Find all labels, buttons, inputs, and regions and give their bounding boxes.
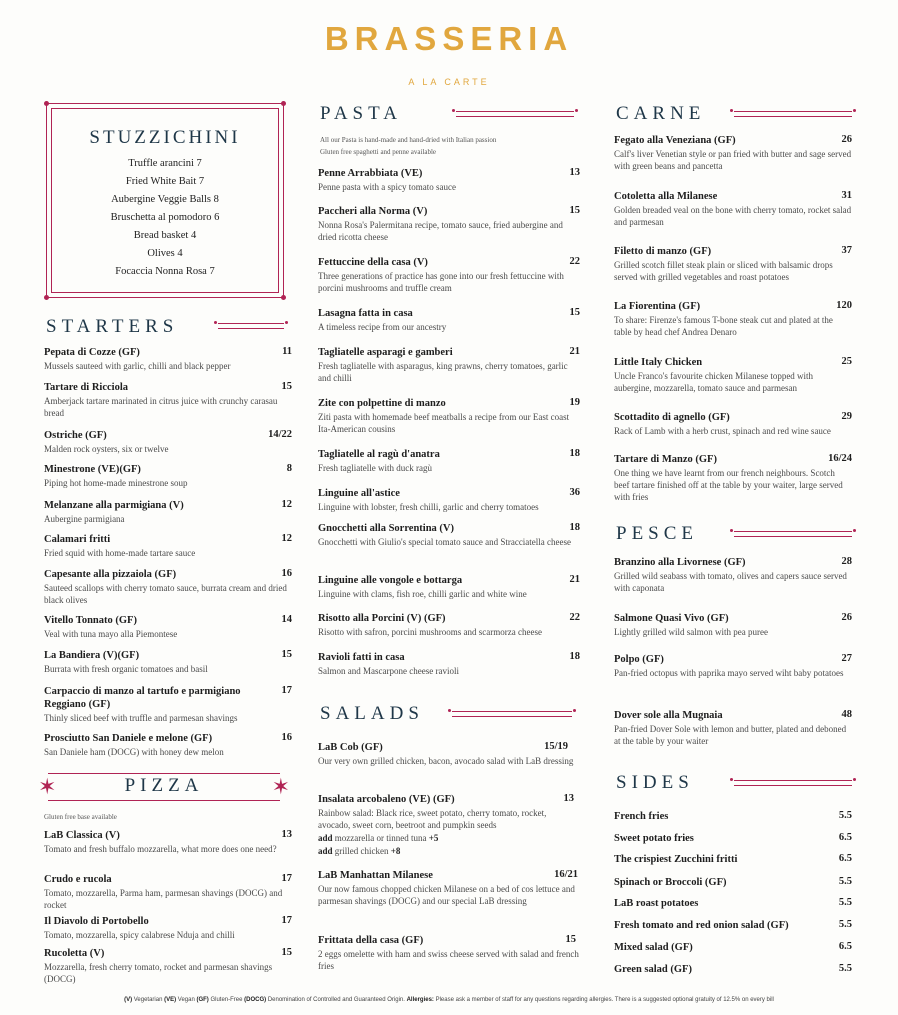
item-description: Malden rock oysters, six or twelve: [44, 444, 169, 454]
item-addon: add mozzarella or tinned tuna +5: [318, 833, 439, 843]
item-name: Dover sole alla Mugnaia: [614, 710, 723, 721]
item-price: 18: [569, 651, 580, 662]
item-name: Paccheri alla Norma (V): [318, 206, 428, 217]
side-item: [614, 941, 852, 954]
item-description: Penne pasta with a spicy tomato sauce: [318, 182, 456, 192]
item-description: Three generations of practice has gone into our fresh fettuccine with porcini mushrooms and truffle cream: [318, 271, 564, 293]
menu-item: [318, 448, 580, 474]
menu-item: [44, 346, 292, 372]
side-item: [614, 919, 852, 932]
item-name: Tartare di Manzo (GF): [614, 454, 717, 465]
stuzzichini-title: STUZZICHINI: [89, 127, 241, 148]
item-description: Piping hot home-made minestrone soup: [44, 478, 188, 488]
item-description: Golden breaded veal on the bone with cherry tomato, rocket salad and parmesan: [614, 205, 852, 227]
item-name: Lasagna fatta in casa: [318, 308, 413, 319]
item-price: 5.5: [838, 897, 852, 908]
starters-heading: STARTERS: [46, 316, 179, 337]
menu-item: [44, 915, 292, 941]
item-description: Uncle Franco's favourite chicken Milanese topped with aubergine, mozzarella, tomato sauce and parmesan: [614, 371, 814, 393]
item-description: Fresh tagliatelle with duck ragù: [318, 463, 432, 473]
sides-heading: SIDES: [616, 772, 694, 793]
item-name: Prosciutto San Daniele e melone (GF): [44, 733, 213, 744]
item-price: 8: [286, 463, 292, 474]
item-price: 15: [565, 934, 576, 945]
item-price: 17: [281, 915, 292, 926]
item-name: La Fiorentina (GF): [614, 301, 701, 312]
side-item: [614, 853, 852, 866]
item-price: 26: [841, 134, 852, 145]
item-price: 6.5: [838, 832, 852, 843]
menu-item: [318, 397, 580, 435]
item-description: Mussels sauteed with garlic, chilli and black pepper: [44, 361, 231, 371]
item-description: Calf's liver Venetian style or pan fried with butter and sage served with green beans and pancetta: [614, 149, 852, 171]
item-name: LaB Manhattan Milanese: [318, 870, 433, 881]
item-name: French fries: [614, 811, 669, 822]
menu-item: [318, 651, 580, 677]
item-description: Grilled wild seabass with tomato, olives and capers sauce served with caponata: [614, 571, 847, 593]
salads-rule: [452, 711, 572, 717]
menu-item: [44, 873, 292, 911]
pesce-rule: [734, 531, 852, 537]
item-name: Mixed salad (GF): [614, 942, 693, 953]
item-description: A timeless recipe from our ancestry: [318, 322, 447, 332]
side-item: [614, 810, 852, 823]
item-name: Zite con polpettine di manzo: [318, 398, 446, 409]
menu-item: [318, 612, 580, 638]
menu-item: [318, 793, 580, 857]
menu-item: [614, 300, 852, 338]
stuzzichini-list: [47, 155, 283, 281]
item-price: 15: [281, 381, 292, 392]
item-name: LaB Classica (V): [44, 830, 120, 841]
item-name: Scottadito di agnello (GF): [614, 412, 730, 423]
item-name: Tagliatelle al ragù d'anatra: [318, 449, 440, 460]
footer-legend: (V) Vegetarian (VE) Vegan (GF) Gluten-Free (DOCG) Denomination of Controlled and Guaranteed Origin. Allergies: Please ask a member of staff for any questions regarding allergies. There is a suggested optional gratuity of 12.5% on every bill: [124, 997, 774, 1003]
item-price: 15: [281, 947, 292, 958]
item-name: Salmone Quasi Vivo (GF): [614, 613, 729, 624]
item-name: Crudo e rucola: [44, 874, 112, 885]
item-price: 37: [841, 245, 852, 256]
menu-item: [318, 167, 580, 193]
item-price: 27: [841, 653, 852, 664]
menu-item: [318, 934, 580, 972]
item-price: 17: [281, 873, 292, 884]
side-item: [614, 832, 852, 845]
item-description: Pan-fried Dover Sole with lemon and butter, plated and deboned at the table by your waiter: [614, 724, 847, 746]
menu-item: [44, 568, 292, 606]
item-description: Tomato, mozzarella, spicy calabrese Nduja and chilli: [44, 930, 235, 940]
item-name: Green salad (GF): [614, 964, 692, 975]
item-price: 31: [841, 190, 852, 201]
item-price: 26: [841, 612, 852, 623]
item-description: Salmon and Mascarpone cheese ravioli: [318, 666, 459, 676]
item-description: Tomato, mozzarella, Parma ham, parmesan shavings (DOCG) and rocket: [44, 888, 283, 910]
item-description: Thinly sliced beef with truffle and parmesan shavings: [44, 713, 238, 723]
stuzzichini-item: Bruschetta al pomodoro 6: [110, 212, 220, 223]
sides-rule: [734, 780, 852, 786]
item-description: Aubergine parmigiana: [44, 514, 125, 524]
item-name: Ostriche (GF): [44, 430, 107, 441]
item-description: Tomato and fresh buffalo mozzarella, what more does one need?: [44, 844, 277, 854]
item-name: Fresh tomato and red onion salad (GF): [614, 920, 789, 931]
item-price: 16/21: [554, 869, 578, 880]
stuzzichini-item: Focaccia Nonna Rosa 7: [115, 266, 215, 277]
item-name: Spinach or Broccoli (GF): [614, 877, 727, 888]
item-description: 2 eggs omelette with ham and swiss cheese served with salad and french fries: [318, 949, 579, 971]
menu-subtitle: A LA CARTE: [408, 77, 490, 87]
item-description: Veal with tuna mayo alla Piemontese: [44, 629, 178, 639]
menu-item: [318, 522, 580, 548]
item-name: Sweet potato fries: [614, 833, 694, 844]
menu-item: [44, 429, 292, 455]
item-description: Amberjack tartare marinated in citrus juice with crunchy carasau bread: [44, 396, 278, 418]
item-name: LaB roast potatoes: [614, 898, 699, 909]
item-price: 6.5: [838, 853, 852, 864]
menu-item: [44, 947, 292, 985]
item-description: To share: Firenze's famous T-bone steak cut and plated at the table by head chef Andrea Denaro: [614, 315, 833, 337]
item-price: 13: [281, 829, 292, 840]
pasta-heading: PASTA: [320, 103, 402, 124]
menu-item: [614, 453, 852, 503]
item-description: Linguine with clams, fish roe, chilli garlic and white wine: [318, 589, 527, 599]
carne-heading: CARNE: [616, 103, 706, 124]
menu-item: [44, 614, 292, 640]
menu-item: [614, 709, 852, 747]
item-price: 19: [569, 397, 580, 408]
item-price: 15: [569, 307, 580, 318]
item-price: 5.5: [838, 963, 852, 974]
item-price: 48: [841, 709, 852, 720]
pizza-heading: PIZZA: [124, 775, 204, 796]
item-price: 12: [281, 499, 292, 510]
item-description: Our now famous chopped chicken Milanese on a bed of cos lettuce and parmesan shavings (DOCG) and our special LaB dressing: [318, 884, 575, 906]
item-name: Little Italy Chicken: [614, 357, 703, 368]
item-price: 16/24: [828, 453, 852, 464]
menu-item: [614, 612, 852, 638]
item-price: 29: [841, 411, 852, 422]
pizza-note: Gluten free base available: [44, 813, 117, 821]
item-price: 6.5: [838, 941, 852, 952]
menu-item: [318, 346, 580, 384]
item-price: 5.5: [838, 919, 852, 930]
menu-item: [44, 649, 292, 675]
item-description: Burrata with fresh organic tomatoes and basil: [44, 664, 208, 674]
menu-item: [44, 685, 292, 724]
menu-item: [614, 556, 852, 594]
item-name: Rucoletta (V): [44, 948, 105, 959]
item-price: 16: [281, 732, 292, 743]
sunburst-ornament-icon: ✶: [38, 774, 57, 799]
item-name: Pepata di Cozze (GF): [44, 347, 140, 358]
item-description: Sauteed scallops with cherry tomato sauce, burrata cream and dried black olives: [44, 583, 287, 605]
side-item: [614, 963, 852, 976]
item-price: 13: [569, 167, 580, 178]
starters-rule: [218, 323, 284, 329]
item-name: Fettuccine della casa (V): [318, 257, 428, 268]
item-description: Rack of Lamb with a herb crust, spinach and red wine sauce: [614, 426, 831, 436]
item-price: 18: [569, 522, 580, 533]
item-price: 22: [569, 612, 580, 623]
pizza-banner: [38, 770, 290, 804]
item-description: Nonna Rosa's Palermitana recipe, tomato sauce, fried aubergine and dried ricotta cheese: [318, 220, 563, 242]
item-name: Vitello Tonnato (GF): [44, 615, 137, 626]
menu-item: [44, 499, 292, 525]
item-price: 15: [569, 205, 580, 216]
item-description: Fried squid with home-made tartare sauce: [44, 548, 196, 558]
carne-rule: [734, 111, 852, 117]
pasta-note: All our Pasta is hand-made and hand-dried with Italian passion: [320, 136, 497, 144]
item-price: 15/19: [544, 741, 568, 752]
item-name: Minestrone (VE)(GF): [44, 464, 141, 475]
menu-item: [318, 256, 580, 294]
pasta-rule: [456, 111, 574, 117]
item-name: Frittata della casa (GF): [318, 935, 424, 946]
pesce-heading: PESCE: [616, 523, 699, 544]
item-price: 5.5: [838, 810, 852, 821]
item-name: Gnocchetti alla Sorrentina (V): [318, 523, 454, 534]
item-name: Filetto di manzo (GF): [614, 246, 712, 257]
menu-item: [318, 205, 580, 243]
brand-title: BRASSERIA: [324, 20, 574, 57]
item-description: Grilled scotch fillet steak plain or sliced with balsamic drops served with grilled vegetables and roast potatoes: [614, 260, 833, 282]
item-price: 14/22: [268, 429, 292, 440]
item-description: Our very own grilled chicken, bacon, avocado salad with LaB dressing: [318, 756, 574, 766]
menu-item: [44, 829, 292, 855]
item-description: Pan-fried octopus with paprika mayo served wiht baby potatoes: [614, 668, 844, 678]
item-name: LaB Cob (GF): [318, 742, 383, 753]
menu-item: [44, 533, 292, 559]
item-name: Tartare di Ricciola: [44, 382, 128, 393]
side-item: [614, 897, 852, 910]
item-price: 15: [281, 649, 292, 660]
menu-item: [44, 463, 292, 489]
item-name: Carpaccio di manzo al tartufo e parmigiano Reggiano (GF): [44, 686, 241, 710]
stuzzichini-item: Bread basket 4: [133, 230, 197, 241]
item-description: Risotto with safron, porcini mushrooms and scarmorza cheese: [318, 627, 542, 637]
item-price: 11: [282, 346, 292, 357]
menu-item: [318, 307, 580, 333]
item-description: Gnocchetti with Giulio's special tomato sauce and Stracciatella cheese: [318, 537, 572, 547]
item-price: 18: [569, 448, 580, 459]
item-price: 36: [569, 487, 580, 498]
item-name: Ravioli fatti in casa: [318, 652, 405, 663]
stuzzichini-item: Olives 4: [147, 248, 183, 259]
item-price: 21: [569, 574, 580, 585]
item-description: Mozzarella, fresh cherry tomato, rocket and parmesan shavings (DOCG): [44, 962, 273, 984]
item-price: 120: [836, 300, 852, 311]
menu-item: [614, 653, 852, 679]
sunburst-ornament-icon: ✶: [271, 774, 290, 799]
item-price: 21: [569, 346, 580, 357]
item-price: 13: [563, 793, 574, 804]
item-name: Penne Arrabbiata (VE): [318, 168, 423, 179]
item-price: 25: [841, 356, 852, 367]
menu-item: [318, 487, 580, 513]
item-name: Capesante alla pizzaiola (GF): [44, 569, 177, 580]
item-price: 28: [841, 556, 852, 567]
menu-item: [614, 190, 852, 228]
item-name: Linguine all'astice: [318, 488, 400, 499]
menu-item: [44, 381, 292, 419]
stuzzichini-item: Aubergine Veggie Balls 8: [111, 194, 219, 205]
item-name: Il Diavolo di Portobello: [44, 916, 149, 927]
stuzzichini-item: Truffle arancini 7: [128, 158, 202, 169]
salads-heading: SALADS: [320, 703, 424, 724]
item-name: Linguine alle vongole e bottarga: [318, 575, 463, 586]
side-item: [614, 876, 852, 889]
item-description: San Daniele ham (DOCG) with honey dew melon: [44, 747, 224, 757]
item-name: Insalata arcobaleno (VE) (GF): [318, 794, 455, 805]
item-name: Cotoletta alla Milanese: [614, 191, 718, 202]
item-description: Linguine with lobster, fresh chilli, garlic and cherry tomatoes: [318, 502, 539, 512]
menu-item: [614, 245, 852, 283]
menu-item: [318, 741, 580, 767]
item-price: 12: [281, 533, 292, 544]
item-description: One thing we have learnt from our french neighbours. Scotch beef tartare finished off at the table by your waiter, large served with fries: [614, 468, 843, 502]
item-name: Polpo (GF): [614, 654, 664, 665]
item-name: Branzino alla Livornese (GF): [614, 557, 746, 568]
menu-item: [614, 356, 852, 394]
item-description: Ziti pasta with homemade beef meatballs a recipe from our East coast Ita-American cousins: [318, 412, 570, 434]
menu-item: [614, 411, 852, 437]
menu-item: [614, 134, 852, 172]
menu-item: [318, 574, 580, 600]
item-name: Fegato alla Veneziana (GF): [614, 135, 736, 146]
item-price: 5.5: [838, 876, 852, 887]
item-name: Tagliatelle asparagi e gamberi: [318, 347, 453, 358]
item-name: La Bandiera (V)(GF): [44, 650, 140, 661]
item-description: Lightly grilled wild salmon with pea puree: [614, 627, 768, 637]
item-addon: add grilled chicken +8: [318, 846, 401, 856]
item-name: The crispiest Zucchini fritti: [614, 854, 738, 865]
item-price: 17: [281, 685, 292, 696]
item-price: 22: [569, 256, 580, 267]
item-description: Fresh tagliatelle with asparagus, king prawns, cherry tomatoes, garlic and chilli: [318, 361, 568, 383]
stuzzichini-box: [46, 103, 284, 298]
item-price: 14: [281, 614, 292, 625]
item-name: Risotto alla Porcini (V) (GF): [318, 613, 446, 624]
item-price: 16: [281, 568, 292, 579]
pasta-note: Gluten free spaghetti and penne available: [320, 148, 437, 156]
menu-item: [44, 732, 292, 758]
menu-item: [318, 869, 580, 907]
stuzzichini-item: Fried White Bait 7: [125, 176, 205, 187]
item-name: Calamari fritti: [44, 534, 111, 545]
item-name: Melanzane alla parmigiana (V): [44, 500, 184, 511]
item-description: Rainbow salad: Black rice, sweet potato, cherry tomato, rocket, avocado, sweet corn, beetroot and pumpkin seeds: [318, 808, 547, 830]
